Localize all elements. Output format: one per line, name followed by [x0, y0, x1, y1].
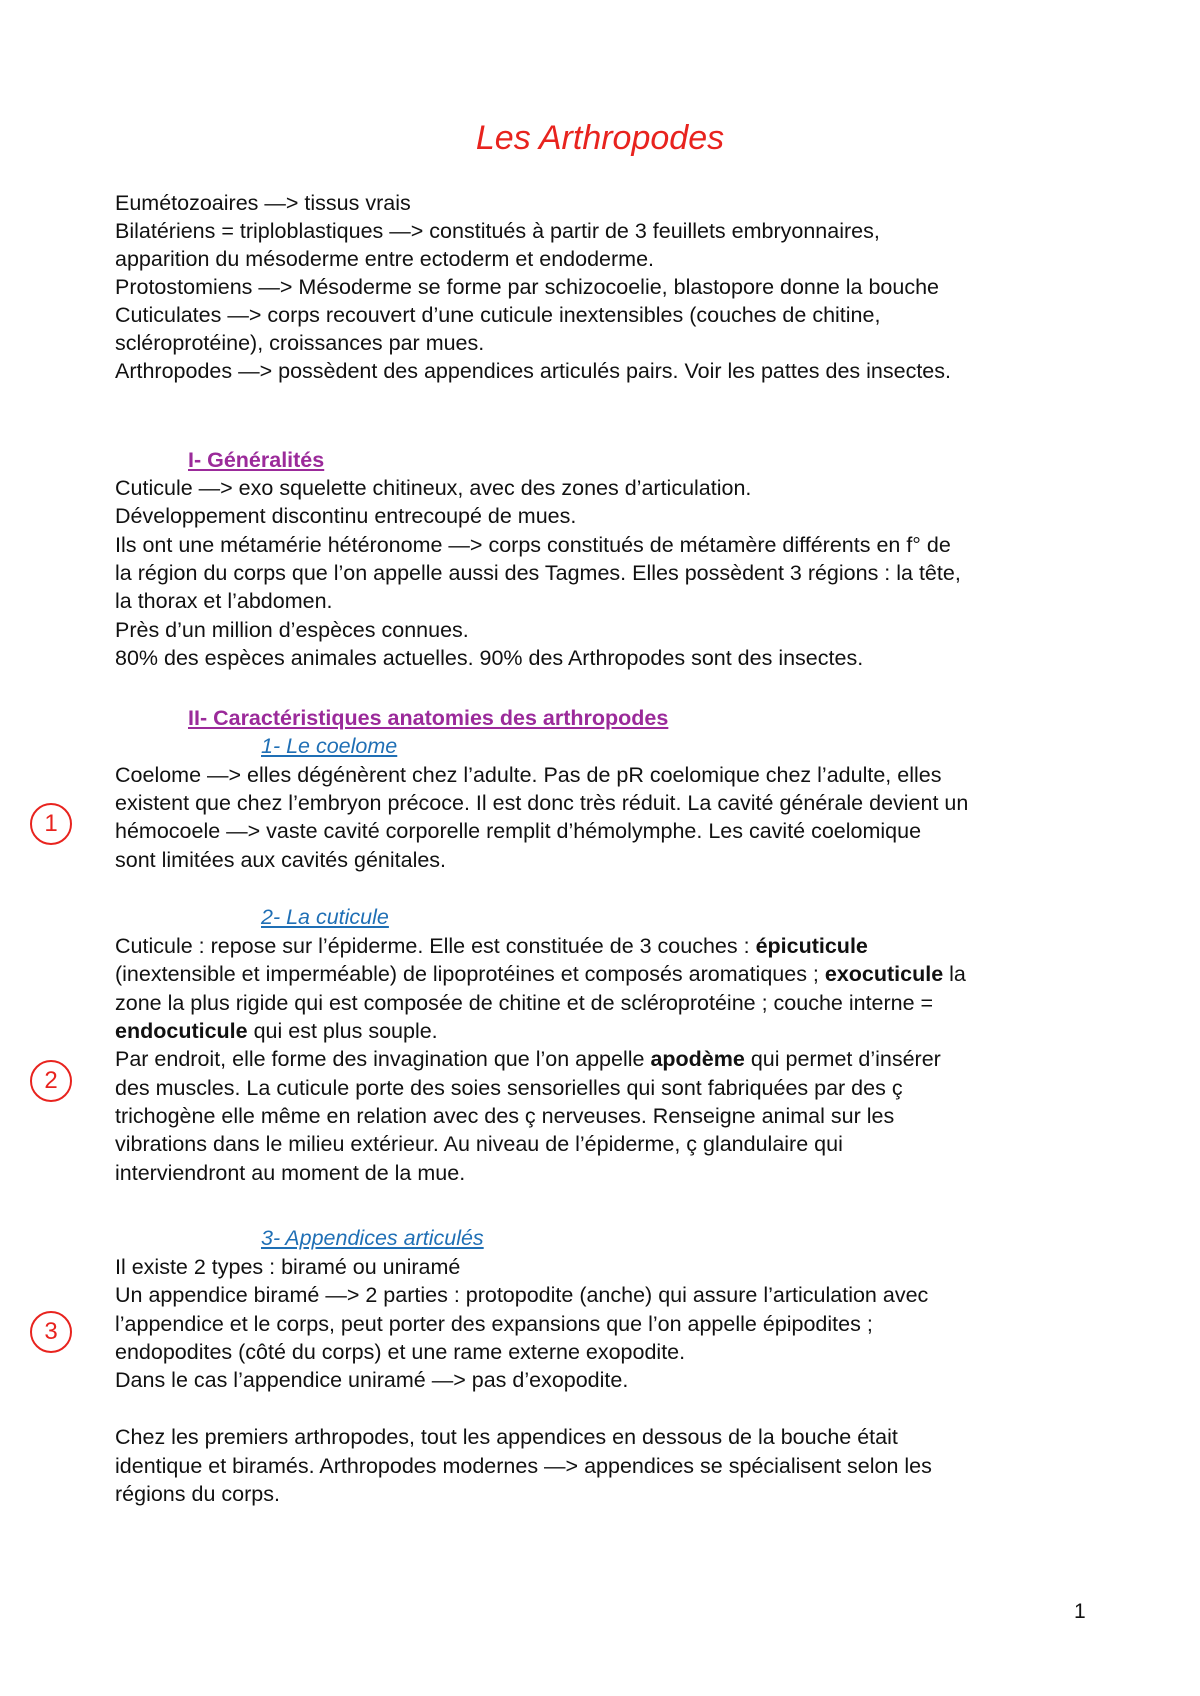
- subheading-appendices: 3- Appendices articulés: [261, 1226, 484, 1250]
- cuticule-line: [115, 932, 868, 960]
- cuticule-line: des muscles. La cuticule porte des soies sensorielles qui sont fabriquées par des ç: [115, 1076, 903, 1100]
- section-heading-generalites: I- Généralités: [188, 448, 325, 472]
- closing-line: identique et biramés. Arthropodes modernes —> appendices se spécialisent selon les: [115, 1454, 932, 1478]
- appendices-line: Dans le cas l’appendice uniramé —> pas d’exopodite.: [115, 1368, 629, 1392]
- appendices-line: Il existe 2 types : biramé ou uniramé: [115, 1255, 461, 1279]
- cuticule-line: [115, 1045, 941, 1073]
- cuticule-line: interviendront au moment de la mue.: [115, 1161, 466, 1185]
- section1-line: Ils ont une métamérie hétéronome —> corps constitués de métamère différents en f° de: [115, 533, 951, 557]
- annotation-circle-1: 1: [30, 803, 72, 845]
- cuticule-line: vibrations dans le milieu extérieur. Au niveau de l’épiderme, ç glandulaire qui: [115, 1132, 843, 1156]
- cuticule-text: (inextensible et imperméable) de lipoprotéines et composés aromatiques ;: [115, 962, 825, 986]
- page-title: Les Arthropodes: [475, 119, 725, 157]
- intro-line: apparition du mésoderme entre ectoderm et endoderme.: [115, 247, 655, 271]
- cuticule-line: [115, 1017, 438, 1045]
- coelome-line: existent que chez l’embryon précoce. Il est donc très réduit. La cavité générale devient un: [115, 791, 969, 815]
- intro-line: Protostomiens —> Mésoderme se forme par schizocoelie, blastopore donne la bouche: [115, 275, 940, 299]
- coelome-line: sont limitées aux cavités génitales.: [115, 848, 447, 872]
- term-apodeme: apodème: [650, 1047, 745, 1071]
- cuticule-text: la: [943, 962, 966, 986]
- cuticule-text: Par endroit, elle forme des invagination que l’on appelle: [115, 1047, 651, 1071]
- section-heading-caracteristiques: II- Caractéristiques anatomies des arthropodes: [188, 706, 669, 730]
- annotation-circle-2: 2: [30, 1060, 72, 1102]
- appendices-line: endopodites (côté du corps) et une rame externe exopodite.: [115, 1340, 686, 1364]
- intro-line: Eumétozoaires —> tissus vrais: [115, 191, 411, 215]
- appendices-line: Un appendice biramé —> 2 parties : protopodite (anche) qui assure l’articulation avec: [115, 1283, 929, 1307]
- section1-line: Développement discontinu entrecoupé de mues.: [115, 504, 577, 528]
- cuticule-text: qui est plus souple.: [247, 1019, 438, 1043]
- subheading-cuticule: 2- La cuticule: [261, 905, 389, 929]
- term-epicuticule: épicuticule: [755, 934, 868, 958]
- intro-line: Cuticulates —> corps recouvert d’une cuticule inextensibles (couches de chitine,: [115, 303, 881, 327]
- coelome-line: hémocoele —> vaste cavité corporelle remplit d’hémolymphe. Les cavité coelomique: [115, 819, 922, 843]
- cuticule-text: Cuticule : repose sur l’épiderme. Elle est constituée de 3 couches :: [115, 934, 756, 958]
- intro-line: Bilatériens = triploblastiques —> constitués à partir de 3 feuillets embryonnaires,: [115, 219, 880, 243]
- intro-line: scléroprotéine), croissances par mues.: [115, 331, 485, 355]
- section1-line: 80% des espèces animales actuelles. 90% des Arthropodes sont des insectes.: [115, 646, 864, 670]
- section1-line: la thorax et l’abdomen.: [115, 589, 333, 613]
- appendices-line: l’appendice et le corps, peut porter des expansions que l’on appelle épipodites ;: [115, 1312, 873, 1336]
- term-endocuticule: endocuticule: [115, 1019, 248, 1043]
- section1-line: Près d’un million d’espèces connues.: [115, 618, 469, 642]
- cuticule-line: trichogène elle même en relation avec des ç nerveuses. Renseigne animal sur les: [115, 1104, 895, 1128]
- intro-line: Arthropodes —> possèdent des appendices articulés pairs. Voir les pattes des insectes.: [115, 359, 951, 383]
- annotation-circle-3: 3: [30, 1311, 72, 1353]
- term-exocuticule: exocuticule: [824, 962, 944, 986]
- coelome-line: Coelome —> elles dégénèrent chez l’adulte. Pas de pR coelomique chez l’adulte, elles: [115, 763, 942, 787]
- section1-line: Cuticule —> exo squelette chitineux, avec des zones d’articulation.: [115, 476, 752, 500]
- page-number: 1: [1074, 1600, 1086, 1623]
- closing-line: régions du corps.: [115, 1482, 280, 1506]
- section1-line: la région du corps que l’on appelle aussi des Tagmes. Elles possèdent 3 régions : la tête,: [115, 561, 961, 585]
- cuticule-line: zone la plus rigide qui est composée de chitine et de scléroprotéine ; couche interne =: [115, 991, 934, 1015]
- cuticule-line: [115, 960, 966, 988]
- closing-line: Chez les premiers arthropodes, tout les appendices en dessous de la bouche était: [115, 1425, 898, 1449]
- cuticule-text: qui permet d’insérer: [744, 1047, 941, 1071]
- subheading-coelome: 1- Le coelome: [261, 734, 398, 758]
